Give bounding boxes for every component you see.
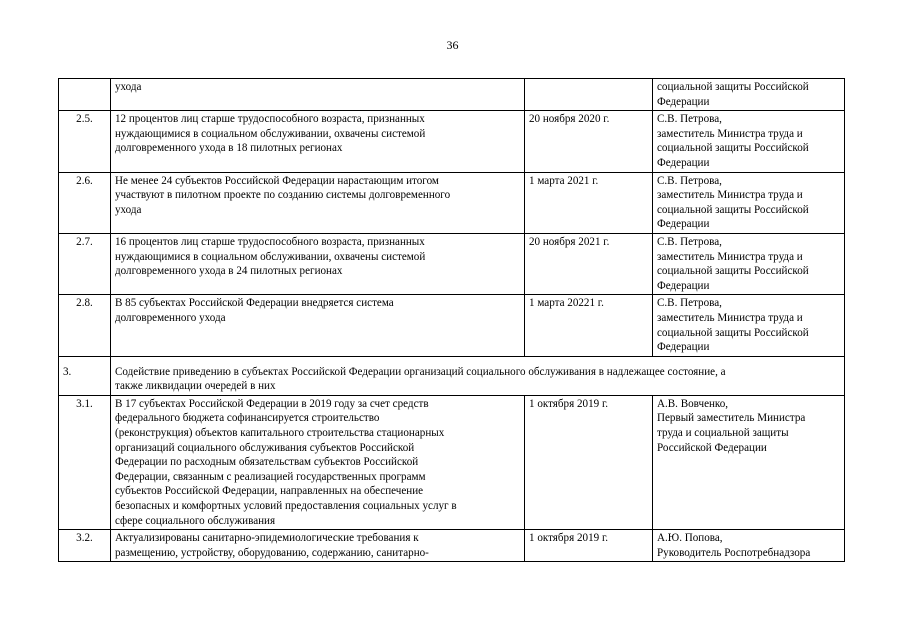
deadline: 1 марта 20221 г. — [525, 295, 653, 356]
row-number: 3.1. — [59, 395, 111, 529]
responsible: С.В. Петрова, заместитель Министра труда и социальной защиты Российской Федерации — [653, 233, 845, 294]
table-row — [59, 530, 845, 562]
measure-text: Не менее 24 субъектов Российской Федерации нарастающим итогом участвуют в пилотном проекте по созданию системы долговременного ухода — [111, 172, 525, 233]
measures-table — [58, 78, 845, 562]
measure-text: В 85 субъектах Российской Федерации внедряется система долговременного ухода — [111, 295, 525, 356]
table-row — [59, 111, 845, 172]
measure-text: 12 процентов лиц старше трудоспособного возраста, признанных нуждающимися в социальном обслуживании, охвачены системой долговременного ухода в 18 пилотных регионах — [111, 111, 525, 172]
table-row — [59, 233, 845, 294]
page-number: 36 — [446, 38, 459, 52]
table-row — [59, 79, 845, 111]
deadline — [525, 79, 653, 111]
section-row — [59, 356, 845, 395]
deadline: 20 ноября 2021 г. — [525, 233, 653, 294]
row-number: 3.2. — [59, 530, 111, 562]
deadline: 1 октября 2019 г. — [525, 530, 653, 562]
table-row — [59, 295, 845, 356]
table-row — [59, 172, 845, 233]
row-number — [59, 79, 111, 111]
responsible: социальной защиты Российской Федерации — [653, 79, 845, 111]
responsible: А.Ю. Попова, Руководитель Роспотребнадзора — [653, 530, 845, 562]
measure-text: 16 процентов лиц старше трудоспособного возраста, признанных нуждающимися в социальном обслуживании, охвачены системой долговременного ухода в 24 пилотных регионах — [111, 233, 525, 294]
row-number: 2.8. — [59, 295, 111, 356]
deadline: 1 октября 2019 г. — [525, 395, 653, 529]
deadline: 1 марта 2021 г. — [525, 172, 653, 233]
responsible: С.В. Петрова, заместитель Министра труда и социальной защиты Российской Федерации — [653, 295, 845, 356]
responsible: С.В. Петрова, заместитель Министра труда и социальной защиты Российской Федерации — [653, 111, 845, 172]
deadline: 20 ноября 2020 г. — [525, 111, 653, 172]
row-number: 2.7. — [59, 233, 111, 294]
responsible: А.В. Вовченко, Первый заместитель Министра труда и социальной защиты Российской Федерации — [653, 395, 845, 529]
row-number: 2.5. — [59, 111, 111, 172]
measure-text: ухода — [111, 79, 525, 111]
measure-text: В 17 субъектах Российской Федерации в 2019 году за счет средств федерального бюджета софинансируется строительство (реконструкция) объектов капитального строительства стационарных организаций социального обслуживания субъектов Российской Федерации по расходным обязательствам субъектов Российской Федерации, связанным с реализацией государственных программ субъектов Российской Федерации, направленных на обеспечение безопасных и комфортных условий предоставления социальных услуг в сфере социального обслуживания — [111, 395, 525, 529]
section-title: Содействие приведению в субъектах Российской Федерации организаций социального обслуживания в надлежащее состояние, а также ликвидации очередей в них — [111, 356, 845, 395]
row-number: 2.6. — [59, 172, 111, 233]
table-row — [59, 395, 845, 529]
responsible: С.В. Петрова, заместитель Министра труда и социальной защиты Российской Федерации — [653, 172, 845, 233]
section-number: 3. — [59, 356, 111, 395]
measure-text: Актуализированы санитарно-эпидемиологические требования к размещению, устройству, оборудованию, содержанию, санитарно- — [111, 530, 525, 562]
